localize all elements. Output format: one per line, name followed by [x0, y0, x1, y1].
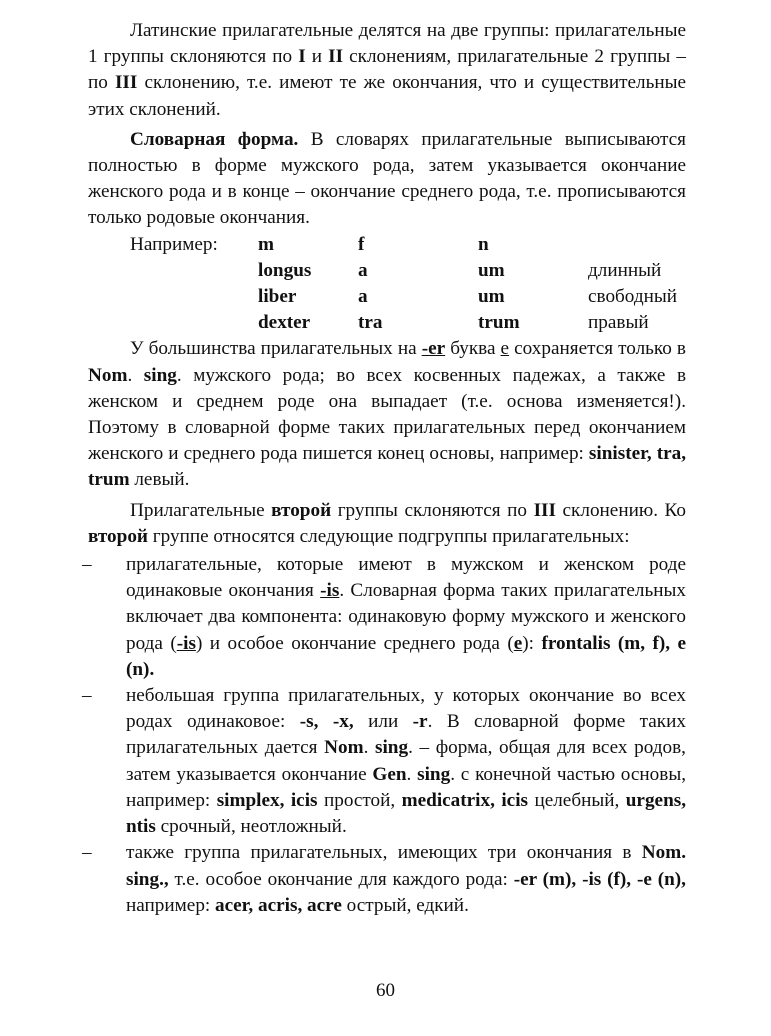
list-item: – небольшая группа прилагательных, у которых окончание во всех родах одинаковое: -s, -x, или -r. В словарной форме таких прилагательных дается Nom. sing. – форма, общая для всех родов, затем указывается окончание Gen. sing. с конечной частью основы, например: simplex, icis простой, medicatrix, icis целебный, urgens, ntis срочный, неотложный. — [82, 685, 687, 838]
header-n: n — [478, 233, 489, 255]
table-cell: um — [478, 259, 505, 281]
paragraph-dictionary-form: Словарная форма. В словарях прилагательные выписываются полностью в форме мужского рода, затем указывается окончание женского рода и в конце – окончание среднего рода, т.е. прописываются только родовые окончания. — [88, 128, 686, 229]
table-cell: trum — [478, 312, 520, 334]
table-cell: um — [478, 286, 505, 308]
table-cell: a — [358, 286, 368, 308]
page-number: 60 — [376, 980, 395, 1001]
paragraph-er-adjectives: У большинства прилагательных на -er буква е сохраняется только в Nom. sing. мужского рода; во всех косвенных падежах, а также в женском и среднем роде она выпадает (т.е. основа изменяется!). Поэтому в словарной форме таких прилагательных перед окончанием женского и среднего рода пишется конец основы, например: sinister, tra, trum левый. — [88, 338, 687, 491]
example-table — [130, 232, 686, 337]
table-cell: dexter — [258, 312, 311, 334]
subgroup-list — [82, 552, 687, 919]
header-f: f — [358, 233, 365, 255]
paragraph-second-group: Прилагательные второй группы склоняются по III склонению. Ко второй группе относятся следующие подгруппы прилагательных: — [88, 499, 686, 547]
table-cell: liber — [258, 286, 297, 308]
table-cell: longus — [258, 259, 312, 281]
table-cell: a — [358, 259, 368, 281]
table-cell: правый — [588, 312, 649, 334]
table-cell: длинный — [588, 259, 662, 281]
table-cell: tra — [358, 312, 383, 334]
example-label: Например: — [130, 233, 218, 255]
paragraph-intro: Латинские прилагательные делятся на две группы: прилагательные 1 группы склоняются по I и II склонениям, прилагательные 2 группы – по III склонению, т.е. имеют те же окончания, что и существительные этих склонений. — [88, 20, 687, 120]
table-cell: свободный — [588, 286, 678, 308]
page-body — [82, 18, 687, 919]
list-item: – прилагательные, которые имеют в мужском и женском роде одинаковые окончания -is. Словарная форма таких прилагательных включает два компонента: одинаковую форму мужского и женского рода (-is) и особое окончание среднего рода (e): frontalis (m, f), e (n). — [82, 554, 686, 680]
term-dictionary-form: Словарная форма. — [130, 128, 299, 150]
list-item: – также группа прилагательных, имеющих три окончания в Nom. sing., т.е. особое окончание для каждого рода: -er (m), -is (f), -e (n), например: acer, acris, acre острый, едкий. — [82, 842, 686, 916]
header-m: m — [258, 233, 274, 255]
